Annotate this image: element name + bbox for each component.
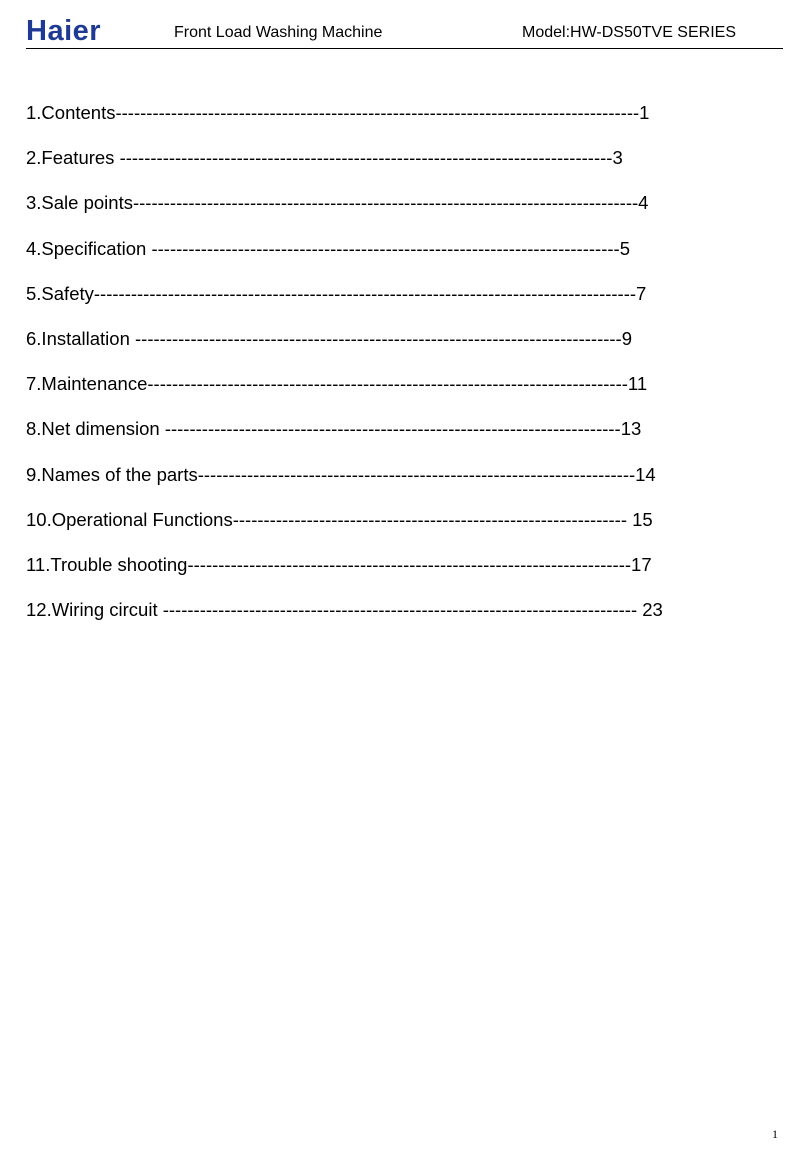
toc-label: 5.Safety <box>26 282 94 304</box>
toc-label: 3.Sale points <box>26 192 133 214</box>
toc-leader: ---------------------------------------------------------------------------------- <box>132 192 639 214</box>
toc-entry-net-dimension[interactable] <box>26 417 746 462</box>
toc-entry-wiring-circuit[interactable] <box>26 598 746 643</box>
toc-entry-operational-functions[interactable] <box>26 508 746 553</box>
toc-leader: ---------------------------------------------------------------------------- <box>151 237 620 259</box>
toc-entry-specification[interactable] <box>26 237 746 282</box>
toc-label: 9.Names of the parts <box>26 463 198 485</box>
toc-leader: ---------------------------------------------------------------- <box>232 508 633 530</box>
toc-page: 3 <box>612 147 623 169</box>
toc-entry-maintenance[interactable] <box>26 372 746 417</box>
toc-page: 15 <box>632 508 653 530</box>
toc-label: 4.Specification <box>26 237 152 259</box>
toc-page: 17 <box>631 553 652 575</box>
toc-page: 11 <box>627 373 648 395</box>
toc-entry-contents[interactable] <box>26 101 746 146</box>
toc-leader: ------------------------------------------------------------------------------------- <box>115 102 640 123</box>
toc-label: 11.Trouble shooting <box>26 553 188 575</box>
toc-label: 1.Contents <box>26 102 116 123</box>
page-header <box>26 14 783 49</box>
haier-logo: Haier <box>26 15 102 47</box>
toc-leader: ----------------------------------------------------------------------------- <box>162 599 643 621</box>
toc-page: 23 <box>642 599 663 621</box>
toc-entry-installation[interactable] <box>26 327 746 372</box>
toc-page: 5 <box>619 237 630 259</box>
toc-label: 7.Maintenance <box>26 373 148 395</box>
toc-label: 8.Net dimension <box>26 418 165 440</box>
toc-page: 7 <box>636 282 647 304</box>
toc-page: 4 <box>638 192 649 214</box>
document-title: Front Load Washing Machine <box>174 24 383 41</box>
toc-leader: ------------------------------------------------------------------------ <box>187 553 632 575</box>
toc-leader: -------------------------------------------------------------------------------- <box>119 147 613 169</box>
toc-page: 14 <box>635 463 656 485</box>
toc-label: 6.Installation <box>26 327 136 349</box>
toc-entry-names-of-parts[interactable] <box>26 463 746 508</box>
toc-leader: ------------------------------------------------------------------------------ <box>147 373 628 395</box>
toc-entry-sale-points[interactable] <box>26 191 746 236</box>
toc-label: 12.Wiring circuit <box>26 599 163 621</box>
toc-leader: -------------------------------------------------------------------------- <box>164 418 621 440</box>
toc-leader: ----------------------------------------------------------------------- <box>197 463 636 485</box>
toc-label: 10.Operational Functions <box>26 508 233 530</box>
toc-page: 1 <box>639 102 650 123</box>
toc-label: 2.Features <box>26 147 120 169</box>
toc-page: 13 <box>620 418 642 440</box>
table-of-contents <box>26 101 746 643</box>
model-number: Model:HW-DS50TVE SERIES <box>522 24 736 41</box>
page-number: 1 <box>772 1127 778 1141</box>
toc-leader: ------------------------------------------------------------------------------- <box>135 327 622 349</box>
toc-entry-safety[interactable] <box>26 282 746 327</box>
toc-leader: ---------------------------------------------------------------------------------------- <box>93 282 637 304</box>
toc-page: 9 <box>621 327 633 349</box>
toc-entry-trouble-shooting[interactable] <box>26 553 746 598</box>
toc-entry-features[interactable] <box>26 146 746 191</box>
